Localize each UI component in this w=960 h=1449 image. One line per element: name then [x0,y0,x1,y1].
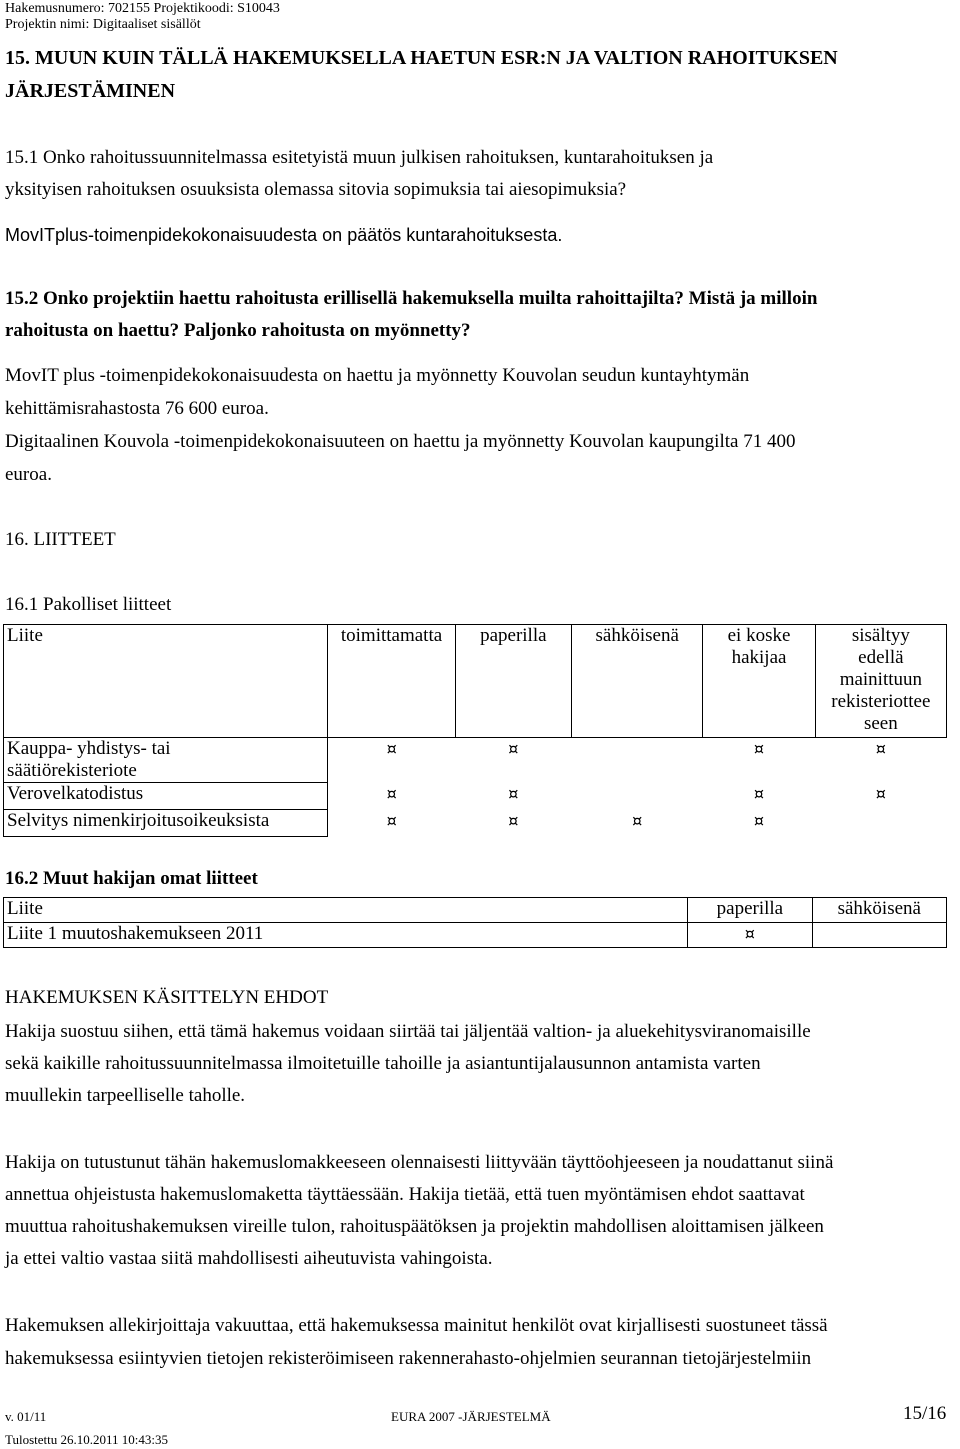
a15-2-line4: euroa. [5,464,52,485]
header-application-number: Hakemusnumero: 702155 Projektikoodi: S10043 [5,1,280,16]
q15-2-line2: rahoitusta on haettu? Paljonko rahoitusta on myönnetty? [5,320,471,341]
cell-ei-koske: ¤ [753,783,765,803]
terms-p2-line4: ja ettei valtio vastaa siitä mahdollisesti aiheutuvista vahingoista. [5,1248,493,1269]
cell-toimittamatta: ¤ [386,783,397,803]
mandatory-attachments-table [3,624,947,837]
a15-2-line2: kehittämisrahastosta 76 600 euroa. [5,398,269,419]
row-label: Liite 1 muutoshakemukseen 2011 [4,923,688,948]
other-attachments-table [3,897,947,948]
row-label: Verovelkatodistus [4,783,328,810]
q15-1-line1: 15.1 Onko rahoitussuunnitelmassa esitetyistä muun julkisen rahoituksen, kuntarahoituksen ja [5,147,714,168]
sisaltyy-line2: edellä [858,647,904,668]
section16-title: 16. LIITTEET [5,529,116,550]
terms-p2-line3: muuttua rahoitushakemuksen vireille tulon, rahoituspäätöksen ja projektin mahdollisen aloittamisen jälkeen [5,1216,824,1237]
table-row [4,810,947,837]
section16-1-title: 16.1 Pakolliset liitteet [5,594,172,615]
terms-title: HAKEMUKSEN KÄSITTELYN EHDOT [5,987,329,1008]
col-header-sahkoisena: sähköisenä [812,898,946,923]
col-header-liite: Liite [4,898,688,923]
section16-2-title: 16.2 Muut hakijan omat liitteet [5,868,258,889]
sisaltyy-line3: mainittuun [839,669,923,690]
ei-koske-line2: hakijaa [731,647,787,668]
header-project-name: Projektin nimi: Digitaaliset sisällöt [5,17,201,32]
cell-sahkoisena [572,738,703,783]
row-label [4,738,328,783]
table-row [4,738,947,783]
a15-2-line1: MovIT plus -toimenpidekokonaisuudesta on haettu ja myönnetty Kouvolan seudun kuntayhtymän [5,365,750,386]
terms-p3-line1: Hakemuksen allekirjoittaja vakuuttaa, että hakemuksessa mainitut henkilöt ovat kirjallisesti suostuneet tässä [5,1315,828,1336]
table-row [4,923,947,948]
cell-sisaltyy: ¤ [875,739,886,758]
cell-sahkoisena [572,783,703,810]
table-header-row [4,625,947,738]
cell-sahkoisena: ¤ [632,810,643,830]
cell-toimittamatta: ¤ [386,810,397,830]
footer-system: EURA 2007 -JÄRJESTELMÄ [391,1409,551,1424]
terms-p1-line1: Hakija suostuu siihen, että tämä hakemus voidaan siirtää tai jäljentää valtion- ja aluekehitysviranomaisille [5,1021,811,1042]
cell-paperilla: ¤ [688,923,812,948]
terms-p2-line1: Hakija on tutustunut tähän hakemuslomakkeeseen olennaisesti liittyvään täyttöohjeeseen ja noudattanut siinä [5,1152,834,1173]
footer-version: v. 01/11 [5,1409,47,1424]
sisaltyy-line1: sisältyy [851,625,910,646]
q15-1-line2: yksityisen rahoituksen osuuksista olemassa sitovia sopimuksia tai aiesopimuksia? [5,179,627,200]
row-label-line2: säätiörekisteriote [7,760,137,781]
terms-p1-line3: muullekin tarpeelliselle taholle. [5,1085,246,1106]
sisaltyy-line5: seen [863,713,898,734]
cell-paperilla: ¤ [508,810,519,830]
row-label: Selvitys nimenkirjoitusoikeuksista [4,810,328,837]
footer-page-number: 15/16 [903,1403,947,1424]
terms-p3-line2: hakemuksessa esiintyvien tietojen rekisteröimiseen rakennerahasto-ohjelmien seurannan tietojärjestelmiin [5,1348,812,1369]
col-header-paperilla: paperilla [455,625,572,738]
cell-paperilla: ¤ [508,739,519,758]
ei-koske-line1: ei koske [727,625,791,646]
sisaltyy-line4: rekisteriottee [831,691,931,712]
col-header-toimittamatta: toimittamatta [328,625,455,738]
terms-p1-line2: sekä kaikille rahoitussuunnitelmassa ilmoitetuille tahoille ja asiantuntijalausunnon antamista varten [5,1053,761,1074]
col-header-paperilla: paperilla [688,898,812,923]
cell-sisaltyy: ¤ [875,783,886,803]
section15-title-line2: JÄRJESTÄMINEN [5,80,176,102]
col-header-liite: Liite [4,625,328,738]
a15-2-line3: Digitaalinen Kouvola -toimenpidekokonaisuuteen on haettu ja myönnetty Kouvolan kaupungilta 71 400 [5,431,796,452]
a15-1: MovITplus-toimenpidekokonaisuudesta on päätös kuntarahoituksesta. [5,225,563,245]
section15-title-line1: 15. MUUN KUIN TÄLLÄ HAKEMUKSELLA HAETUN ESR:N JA VALTION RAHOITUKSEN [5,47,838,69]
footer-printed: Tulostettu 26.10.2011 10:43:35 [5,1432,169,1447]
cell-toimittamatta: ¤ [386,739,397,758]
col-header-sisaltyy [815,625,946,738]
terms-p2-line2: annettua ohjeistusta hakemuslomaketta täyttäessään. Hakija tietää, että tuen myöntämisen ehdot saattavat [5,1184,805,1205]
col-header-ei-koske [703,625,815,738]
cell-ei-koske: ¤ [753,739,765,758]
cell-ei-koske: ¤ [753,810,765,830]
cell-paperilla: ¤ [508,783,519,803]
row-label-line1: Kauppa- yhdistys- tai [7,738,171,759]
table-row [4,783,947,810]
cell-sisaltyy [815,810,946,837]
q15-2-line1: 15.2 Onko projektiin haettu rahoitusta erillisellä hakemuksella muilta rahoittajilta? Mistä ja milloin [5,288,818,309]
cell-sahkoisena [812,923,946,948]
table-header-row [4,898,947,923]
col-header-sahkoisena: sähköisenä [572,625,703,738]
